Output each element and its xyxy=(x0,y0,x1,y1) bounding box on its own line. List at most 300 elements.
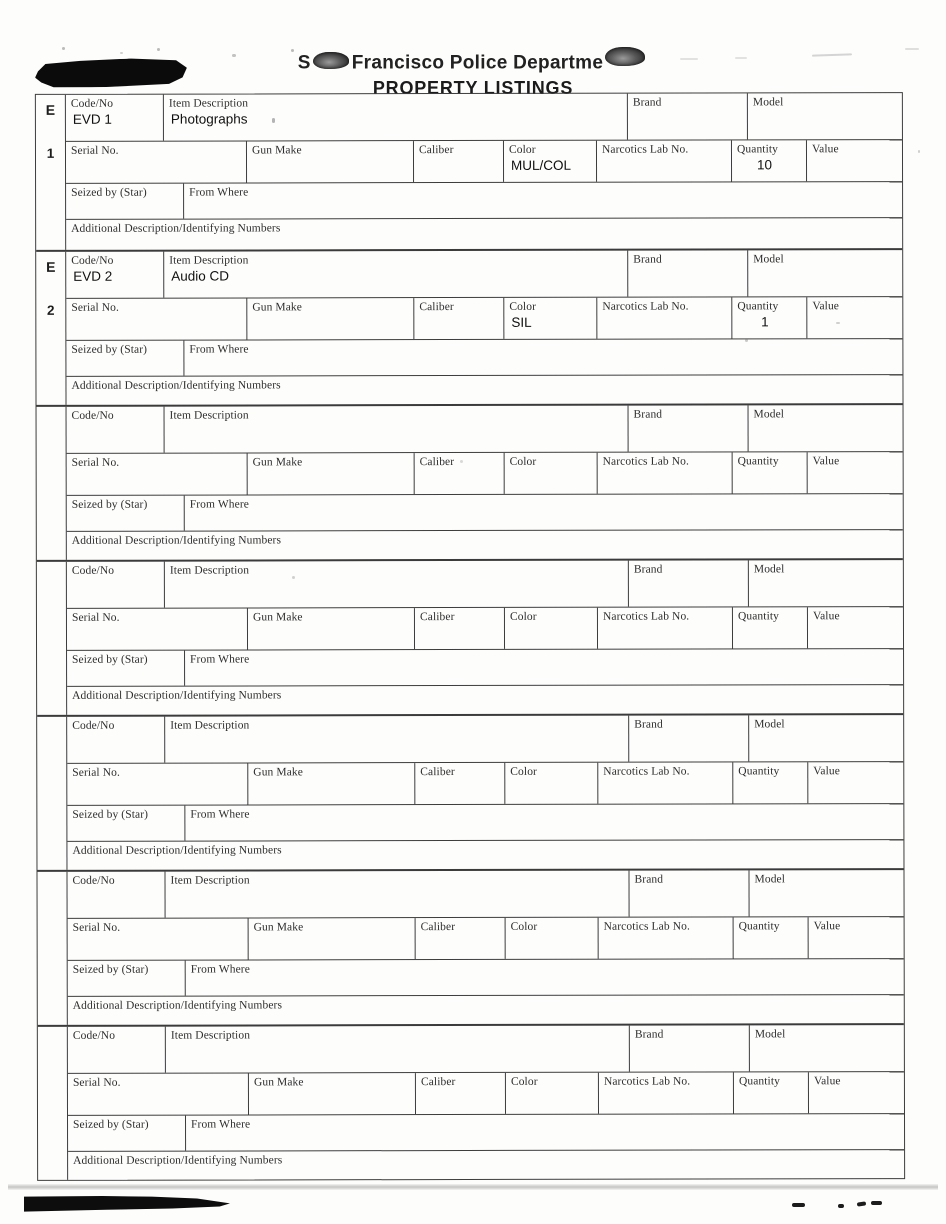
block-row-2 xyxy=(66,139,902,183)
field-label-model: Model xyxy=(753,253,784,266)
field-seized-by xyxy=(67,651,184,686)
field-brand xyxy=(628,560,748,606)
scan-noise xyxy=(120,52,123,54)
field-value-brand xyxy=(633,267,743,268)
field-item-description xyxy=(164,871,628,918)
field-label-additional-description: Additional Description/Identifying Numbers xyxy=(72,844,282,857)
field-label-caliber: Caliber xyxy=(420,766,455,779)
field-value-caliber xyxy=(420,624,500,625)
block-row-3 xyxy=(67,493,903,531)
field-label-model: Model xyxy=(753,408,785,421)
field-value-quantity xyxy=(738,624,803,625)
field-label-item-description: Item Description xyxy=(170,719,250,732)
field-code-no xyxy=(67,407,164,453)
field-value-quantity xyxy=(739,934,804,935)
field-value-narcotics-lab-no xyxy=(603,624,728,625)
field-caliber xyxy=(415,918,505,959)
field-value-from-where xyxy=(190,510,899,512)
field-value-quantity xyxy=(738,779,803,780)
field-label-seized-by: Seized by (Star) xyxy=(71,343,148,356)
scan-noise xyxy=(905,48,919,50)
field-label-brand: Brand xyxy=(632,96,662,109)
field-color xyxy=(504,608,597,649)
field-caliber xyxy=(414,763,504,804)
field-value-color xyxy=(511,934,594,935)
field-quantity xyxy=(731,140,806,181)
field-quantity xyxy=(731,297,806,338)
field-value-caliber xyxy=(421,1089,501,1090)
field-value-code-no: EVD 1 xyxy=(72,112,112,128)
field-label-model: Model xyxy=(752,96,784,109)
block-row-2 xyxy=(66,296,902,340)
field-value-brand xyxy=(634,422,744,423)
field-label-serial-no: Serial No. xyxy=(72,766,120,779)
block-row-4 xyxy=(67,684,903,715)
evidence-index-cell xyxy=(37,562,67,715)
field-seized-by xyxy=(68,1116,185,1151)
field-seized-by xyxy=(66,184,183,219)
field-label-model: Model xyxy=(754,1028,786,1041)
block-row-3 xyxy=(66,181,902,219)
field-item-description xyxy=(163,94,627,141)
field-label-item-description: Item Description xyxy=(169,409,249,422)
field-from-where xyxy=(183,182,902,219)
scan-noise xyxy=(272,118,275,123)
field-value-code-no xyxy=(72,423,160,424)
field-label-brand: Brand xyxy=(633,408,663,421)
field-additional-description xyxy=(66,218,902,250)
field-label-serial-no: Serial No. xyxy=(72,1076,121,1089)
field-brand xyxy=(627,93,747,139)
field-value-serial-no xyxy=(72,780,243,781)
evidence-letter: E xyxy=(46,258,56,275)
field-label-gun-make: Gun Make xyxy=(252,301,302,314)
field-gun-make xyxy=(247,763,414,804)
field-value-quantity: 1 xyxy=(761,314,769,330)
field-from-where xyxy=(183,339,902,376)
scan-noise xyxy=(292,576,295,579)
field-serial-no xyxy=(67,608,247,649)
field-label-model: Model xyxy=(753,563,785,576)
field-label-from-where: From Where xyxy=(190,808,250,821)
field-label-brand: Brand xyxy=(634,1028,664,1041)
field-narcotics-lab-no xyxy=(597,762,732,803)
field-label-color: Color xyxy=(508,143,536,156)
field-color xyxy=(505,1073,598,1114)
field-value-color xyxy=(510,624,593,625)
field-label-narcotics-lab-no: Narcotics Lab No. xyxy=(603,1075,691,1088)
field-label-additional-description: Additional Description/Identifying Numbers xyxy=(71,379,281,392)
field-seized-by xyxy=(66,341,183,376)
field-narcotics-lab-no xyxy=(596,297,731,338)
scan-noise xyxy=(291,49,294,52)
field-value-model xyxy=(754,576,899,577)
field-label-gun-make: Gun Make xyxy=(253,766,303,779)
evidence-index-cell xyxy=(36,95,66,250)
field-label-item-description: Item Description xyxy=(170,874,250,887)
field-label-additional-description: Additional Description/Identifying Numbers xyxy=(71,222,281,235)
field-label-quantity: Quantity xyxy=(737,455,779,468)
field-label-caliber: Caliber xyxy=(419,456,455,469)
property-listing-block xyxy=(37,868,903,1025)
block-row-1 xyxy=(68,1025,904,1073)
field-color xyxy=(503,141,596,182)
scan-noise xyxy=(745,339,748,342)
field-additional-description xyxy=(67,840,903,870)
department-title-prefix: S xyxy=(297,52,311,74)
field-value-brand xyxy=(634,577,744,578)
field-label-narcotics-lab-no: Narcotics Lab No. xyxy=(603,920,690,933)
field-color xyxy=(505,918,598,959)
field-value-serial-no xyxy=(72,625,243,626)
block-row-1 xyxy=(66,250,902,298)
field-label-color: Color xyxy=(510,920,538,933)
block-row-3 xyxy=(66,338,902,376)
field-label-brand: Brand xyxy=(633,563,663,576)
field-caliber xyxy=(413,141,503,182)
field-item-description xyxy=(164,406,628,453)
field-additional-description xyxy=(67,530,903,560)
field-label-from-where: From Where xyxy=(189,343,249,356)
field-label-code-no: Code/No xyxy=(71,409,114,422)
field-value-gun-make xyxy=(253,625,410,626)
field-label-model: Model xyxy=(754,873,786,886)
department-title-rest: Francisco Police Departme xyxy=(351,52,604,74)
field-code-no xyxy=(66,252,163,298)
page-title: PROPERTY LISTINGS xyxy=(372,78,574,98)
field-color xyxy=(503,298,596,339)
field-label-serial-no: Serial No. xyxy=(71,456,120,469)
field-narcotics-lab-no xyxy=(597,607,732,648)
field-label-gun-make: Gun Make xyxy=(252,611,303,624)
evidence-index-cell xyxy=(37,872,67,1025)
evidence-number: 1 xyxy=(46,145,55,161)
field-value-gun-make xyxy=(253,470,410,471)
field-value-seized-by xyxy=(72,512,180,513)
field-value-quantity: 10 xyxy=(756,157,773,173)
field-label-value: Value xyxy=(812,300,840,313)
field-value-quantity xyxy=(738,469,803,470)
field-label-color: Color xyxy=(510,765,537,778)
field-model xyxy=(748,405,903,451)
document-header xyxy=(0,47,946,99)
field-brand xyxy=(627,250,747,296)
block-row-2 xyxy=(68,916,904,960)
field-value-model xyxy=(753,266,898,267)
field-value-caliber xyxy=(419,157,499,158)
block-row-4 xyxy=(67,529,903,560)
field-value-model xyxy=(754,731,899,732)
field-label-from-where: From Where xyxy=(191,1118,251,1131)
field-caliber xyxy=(414,608,504,649)
field-value-seized-by xyxy=(73,1132,181,1133)
property-listings-table xyxy=(35,92,905,1181)
field-value-narcotics-lab-no xyxy=(603,469,728,470)
field-value-serial-no xyxy=(73,1090,244,1091)
field-narcotics-lab-no xyxy=(596,140,731,181)
scan-noise xyxy=(680,58,698,60)
field-label-seized-by: Seized by (Star) xyxy=(72,653,148,666)
property-listing-block xyxy=(37,403,903,560)
property-listing-block xyxy=(38,1023,904,1180)
field-label-serial-no: Serial No. xyxy=(71,611,120,624)
field-value-serial-no xyxy=(71,315,242,316)
field-code-no xyxy=(67,562,164,608)
field-serial-no xyxy=(68,918,248,959)
field-label-value: Value xyxy=(813,765,840,778)
field-from-where xyxy=(184,494,903,531)
scan-noise xyxy=(735,57,747,59)
field-label-caliber: Caliber xyxy=(420,1076,456,1089)
scan-noise xyxy=(918,150,920,153)
field-caliber xyxy=(413,298,503,339)
scan-noise xyxy=(62,47,65,50)
field-value-model xyxy=(755,886,900,887)
field-value-code-no xyxy=(72,578,160,579)
property-listing-block xyxy=(36,93,902,250)
field-label-caliber: Caliber xyxy=(419,301,454,314)
field-value-value xyxy=(812,313,898,314)
evidence-index-cell xyxy=(36,252,66,405)
field-label-serial-no: Serial No. xyxy=(72,921,121,934)
field-value-seized-by xyxy=(71,200,179,201)
block-row-1 xyxy=(67,560,903,608)
field-value-seized-by xyxy=(72,667,180,668)
property-listing-block xyxy=(36,248,902,405)
field-brand xyxy=(628,405,748,451)
field-gun-make xyxy=(246,298,413,339)
field-value-narcotics-lab-no xyxy=(604,934,729,935)
field-value-from-where xyxy=(189,355,898,357)
field-label-code-no: Code/No xyxy=(72,1029,116,1042)
field-label-caliber: Caliber xyxy=(420,921,456,934)
field-quantity xyxy=(733,917,808,958)
field-value-model xyxy=(755,1041,900,1042)
field-value-brand xyxy=(635,1042,745,1043)
field-quantity xyxy=(732,452,807,493)
field-value-value xyxy=(813,468,899,469)
block-rows xyxy=(67,870,903,1025)
field-label-seized-by: Seized by (Star) xyxy=(72,963,149,976)
field-label-code-no: Code/No xyxy=(72,874,115,887)
block-rows xyxy=(67,560,903,715)
field-value xyxy=(808,917,904,958)
field-brand xyxy=(628,715,748,761)
field-value-narcotics-lab-no xyxy=(602,314,727,315)
field-label-narcotics-lab-no: Narcotics Lab No. xyxy=(601,143,689,156)
field-label-seized-by: Seized by (Star) xyxy=(73,1118,149,1131)
field-value-from-where xyxy=(190,665,899,667)
field-label-item-description: Item Description xyxy=(169,564,250,577)
field-label-gun-make: Gun Make xyxy=(253,1076,304,1089)
field-value-value xyxy=(813,623,899,624)
field-gun-make xyxy=(246,141,413,182)
field-value-serial-no xyxy=(73,935,244,936)
field-value-caliber xyxy=(420,469,500,470)
field-from-where xyxy=(185,1114,904,1151)
field-label-serial-no: Serial No. xyxy=(71,301,119,314)
scan-artifact-band xyxy=(8,1184,938,1190)
field-label-seized-by: Seized by (Star) xyxy=(71,498,148,511)
field-label-color: Color xyxy=(509,455,537,468)
block-row-1 xyxy=(67,715,903,763)
property-listing-block xyxy=(37,713,903,870)
field-label-quantity: Quantity xyxy=(738,1075,780,1088)
field-model xyxy=(747,250,902,296)
field-color xyxy=(504,453,597,494)
field-brand xyxy=(629,1025,749,1071)
field-value-narcotics-lab-no xyxy=(603,779,728,780)
field-value-seized-by xyxy=(72,822,180,823)
field-additional-description xyxy=(67,685,903,715)
block-row-2 xyxy=(67,761,903,805)
block-row-2 xyxy=(68,1071,904,1115)
field-model xyxy=(749,1025,904,1071)
field-value-model xyxy=(753,109,898,110)
scan-noise xyxy=(460,460,463,463)
cut-off-text-fragment xyxy=(871,1201,882,1205)
field-value-code-no xyxy=(72,733,160,734)
field-additional-description xyxy=(68,1150,904,1180)
field-label-additional-description: Additional Description/Identifying Numbers xyxy=(72,689,282,702)
block-row-4 xyxy=(66,217,902,250)
block-row-4 xyxy=(68,994,904,1025)
field-value-serial-no xyxy=(71,158,242,159)
field-value-code-no xyxy=(73,888,161,889)
field-value xyxy=(806,297,902,338)
field-label-item-description: Item Description xyxy=(169,254,249,267)
field-label-quantity: Quantity xyxy=(737,610,780,623)
field-label-code-no: Code/No xyxy=(71,564,115,577)
field-code-no xyxy=(67,717,164,763)
field-value-gun-make xyxy=(254,1089,411,1090)
field-value-caliber xyxy=(421,934,501,935)
block-rows xyxy=(66,250,902,405)
field-value-gun-make xyxy=(252,158,409,159)
scan-noise xyxy=(836,322,840,324)
field-value-seized-by xyxy=(71,357,179,358)
field-value-value xyxy=(813,778,899,779)
field-value-value xyxy=(812,156,898,157)
field-label-from-where: From Where xyxy=(190,653,250,666)
field-quantity xyxy=(733,1072,808,1113)
field-narcotics-lab-no xyxy=(598,917,733,958)
field-serial-no xyxy=(67,763,247,804)
field-label-color: Color xyxy=(510,1075,538,1088)
field-value-from-where xyxy=(191,975,900,977)
field-value xyxy=(807,452,903,493)
field-value-color: SIL xyxy=(511,315,532,331)
field-additional-description xyxy=(66,375,902,405)
block-rows xyxy=(66,93,902,250)
field-value-code-no xyxy=(73,1043,161,1044)
field-quantity xyxy=(732,607,807,648)
field-label-from-where: From Where xyxy=(189,186,249,199)
block-row-1 xyxy=(66,93,902,141)
field-value-gun-make xyxy=(254,935,411,936)
field-label-seized-by: Seized by (Star) xyxy=(71,186,147,199)
field-label-caliber: Caliber xyxy=(419,611,455,624)
block-row-1 xyxy=(67,405,903,453)
field-label-caliber: Caliber xyxy=(418,144,454,157)
field-label-code-no: Code/No xyxy=(70,97,114,110)
field-label-narcotics-lab-no: Narcotics Lab No. xyxy=(602,610,690,623)
field-label-from-where: From Where xyxy=(189,498,249,511)
field-value-caliber xyxy=(420,779,500,780)
field-value-item-description: Audio CD xyxy=(171,268,230,284)
field-color xyxy=(504,763,597,804)
field-gun-make xyxy=(248,1073,415,1114)
block-row-4 xyxy=(66,374,902,405)
field-quantity xyxy=(732,762,807,803)
field-label-code-no: Code/No xyxy=(71,254,114,267)
field-value-from-where xyxy=(190,820,899,822)
field-code-no xyxy=(66,95,163,141)
field-brand xyxy=(628,870,748,916)
field-label-seized-by: Seized by (Star) xyxy=(72,808,149,821)
block-row-3 xyxy=(67,803,903,841)
field-label-narcotics-lab-no: Narcotics Lab No. xyxy=(602,300,689,313)
field-gun-make xyxy=(247,608,414,649)
field-code-no xyxy=(68,1027,165,1073)
field-value-caliber xyxy=(419,314,499,315)
field-serial-no xyxy=(66,298,246,339)
field-value-item-description: Photographs xyxy=(170,111,248,128)
block-row-2 xyxy=(67,606,903,650)
property-listing-block xyxy=(37,558,903,715)
field-caliber xyxy=(414,453,504,494)
field-item-description xyxy=(164,561,628,608)
field-label-gun-make: Gun Make xyxy=(252,456,303,469)
block-row-2 xyxy=(67,451,903,495)
block-row-3 xyxy=(68,958,904,996)
field-value-from-where xyxy=(189,198,898,200)
field-label-value: Value xyxy=(813,1075,841,1088)
field-label-quantity: Quantity xyxy=(738,920,780,933)
field-model xyxy=(748,870,903,916)
field-value-brand xyxy=(634,732,744,733)
field-label-additional-description: Additional Description/Identifying Numbers xyxy=(71,534,282,547)
cut-off-text-fragment xyxy=(792,1203,805,1207)
field-label-quantity: Quantity xyxy=(737,300,779,313)
field-seized-by xyxy=(67,496,184,531)
field-label-quantity: Quantity xyxy=(738,765,780,778)
field-label-additional-description: Additional Description/Identifying Numbers xyxy=(73,1154,283,1167)
field-value-color xyxy=(510,779,593,780)
field-value-quantity xyxy=(739,1089,804,1090)
field-label-brand: Brand xyxy=(633,253,662,266)
field-label-brand: Brand xyxy=(634,718,663,731)
field-label-quantity: Quantity xyxy=(736,143,779,156)
field-label-color: Color xyxy=(509,610,537,623)
field-value xyxy=(807,762,903,803)
field-label-serial-no: Serial No. xyxy=(70,144,119,157)
field-value-brand xyxy=(633,110,743,111)
block-rows xyxy=(67,405,903,560)
field-label-value: Value xyxy=(812,455,840,468)
field-value-value xyxy=(814,933,900,934)
evidence-number: 2 xyxy=(47,302,55,318)
field-value xyxy=(806,140,902,181)
field-value-color xyxy=(511,1089,594,1090)
evidence-index-cell xyxy=(37,407,67,560)
field-label-from-where: From Where xyxy=(190,963,250,976)
field-code-no xyxy=(67,872,164,918)
field-label-brand: Brand xyxy=(634,873,664,886)
field-label-item-description: Item Description xyxy=(170,1029,251,1042)
scan-noise xyxy=(157,48,160,51)
block-rows xyxy=(68,1025,904,1180)
